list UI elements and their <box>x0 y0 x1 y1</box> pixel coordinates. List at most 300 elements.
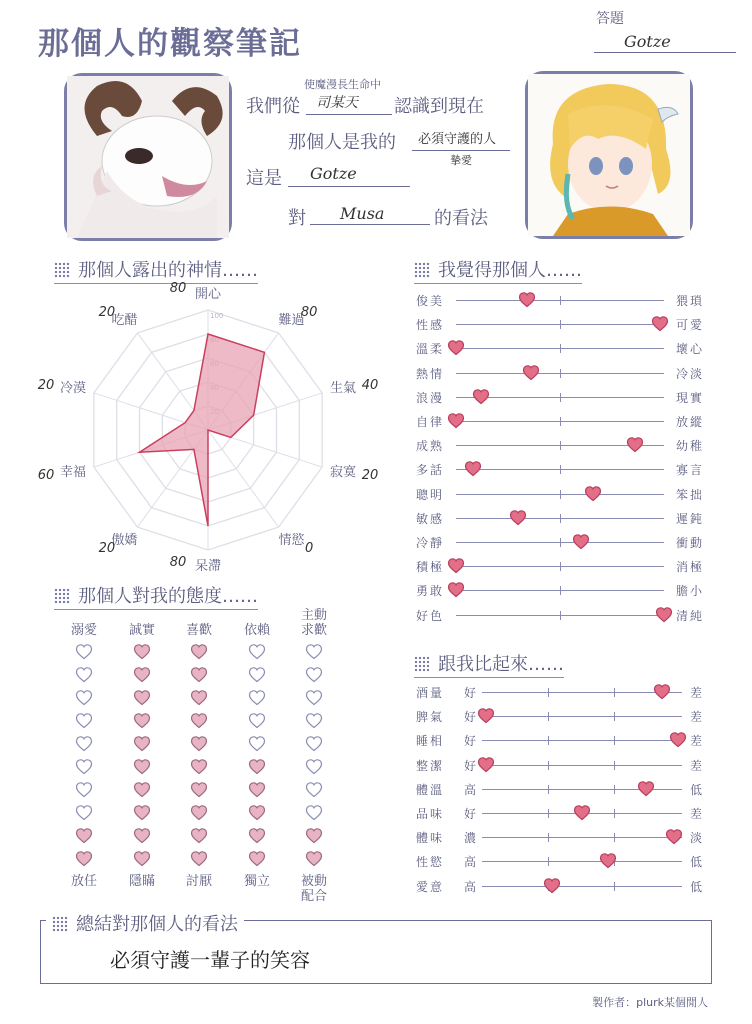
heart-icon <box>306 667 322 683</box>
heart-icon <box>478 708 494 724</box>
attitude-heart[interactable] <box>306 644 322 660</box>
compare-tick <box>548 712 549 721</box>
attitude-heart[interactable] <box>191 759 207 775</box>
trait-row[interactable] <box>414 288 704 312</box>
left-portrait <box>64 73 232 241</box>
compare-row[interactable] <box>414 728 704 752</box>
compare-marker[interactable] <box>478 757 494 773</box>
heart-icon <box>638 781 654 797</box>
attitude-heart[interactable] <box>191 736 207 752</box>
trait-marker[interactable] <box>573 534 589 550</box>
trait-midpoint-tick <box>560 514 561 523</box>
compare-marker[interactable] <box>670 732 686 748</box>
trait-marker[interactable] <box>652 316 668 332</box>
trait-row[interactable] <box>414 506 704 530</box>
compare-track[interactable] <box>482 861 682 862</box>
trait-row[interactable] <box>414 482 704 506</box>
radar-axis-label: 幸福 <box>59 465 86 481</box>
trait-row[interactable] <box>414 312 704 336</box>
heart-icon <box>76 782 92 798</box>
radar-score-label: 20 <box>98 304 116 320</box>
trait-left-label: 性感 <box>416 318 445 333</box>
dots-icon <box>54 588 70 604</box>
heart-icon <box>448 558 464 574</box>
compare-marker[interactable] <box>666 829 682 845</box>
trait-marker[interactable] <box>465 461 481 477</box>
trait-marker[interactable] <box>523 365 539 381</box>
attitude-heart[interactable] <box>191 851 207 867</box>
heart-icon <box>191 713 207 729</box>
heart-icon <box>76 713 92 729</box>
trait-right-label: 消極 <box>675 560 704 575</box>
attitude-heart[interactable] <box>249 759 265 775</box>
intro-line1-suffix: 認識到現在 <box>394 96 484 117</box>
compare-row[interactable] <box>414 849 704 873</box>
radar-score-label: 0 <box>304 541 314 557</box>
attitude-heart[interactable] <box>191 690 207 706</box>
heart-icon <box>306 759 322 775</box>
trait-marker[interactable] <box>448 413 464 429</box>
attitude-bottom-label: 放任 <box>70 874 97 889</box>
heart-icon <box>134 713 150 729</box>
trait-track[interactable] <box>456 469 664 470</box>
heart-icon <box>670 732 686 748</box>
trait-track[interactable] <box>456 590 664 591</box>
trait-left-label: 熱情 <box>416 366 445 381</box>
compare-label: 整潔 <box>416 758 445 773</box>
compare-right-label: 差 <box>689 734 702 749</box>
compare-tick <box>614 809 615 818</box>
trait-left-label: 勇敢 <box>416 584 445 599</box>
trait-track[interactable] <box>456 518 664 519</box>
trait-track[interactable] <box>456 324 664 325</box>
trait-track[interactable] <box>456 397 664 398</box>
attitude-heart[interactable] <box>76 805 92 821</box>
trait-left-label: 成熟 <box>416 439 445 454</box>
trait-row[interactable] <box>414 554 704 578</box>
heart-icon <box>134 782 150 798</box>
trait-right-label: 清純 <box>675 608 704 623</box>
attitude-heart[interactable] <box>191 667 207 683</box>
attitude-heart[interactable] <box>76 736 92 752</box>
heart-icon <box>306 828 322 844</box>
trait-right-label: 放縱 <box>675 415 704 429</box>
heart-icon <box>306 690 322 706</box>
heart-icon <box>249 644 265 660</box>
heart-icon <box>523 365 539 381</box>
attitude-heart[interactable] <box>306 667 322 683</box>
trait-marker[interactable] <box>473 389 489 405</box>
heart-icon <box>76 759 92 775</box>
trait-right-label: 笨拙 <box>675 487 704 502</box>
radar-score-label: 80 <box>300 304 318 320</box>
heart-icon <box>654 684 670 700</box>
trait-left-label: 俊美 <box>416 294 445 308</box>
heart-icon <box>249 828 265 844</box>
attitude-heart[interactable] <box>191 828 207 844</box>
attitude-heart[interactable] <box>249 644 265 660</box>
heart-icon <box>191 690 207 706</box>
compare-label: 性慾 <box>416 855 445 870</box>
attitude-top-label: 誠實 <box>128 623 155 638</box>
intro-line2-value: 必須守護的人 <box>418 132 497 147</box>
attitude-heart[interactable] <box>249 690 265 706</box>
credit-text: 製作者：plurk某個閒人 <box>592 996 708 1009</box>
attitude-heart[interactable] <box>249 851 265 867</box>
heart-icon <box>585 486 601 502</box>
attitude-top-label: 依賴 <box>243 623 270 638</box>
trait-midpoint-tick <box>560 417 561 426</box>
compare-left-label: 好 <box>464 710 477 725</box>
ram-skull-image <box>67 76 229 238</box>
trait-left-label: 溫柔 <box>416 342 445 357</box>
trait-track[interactable] <box>456 445 664 446</box>
attitude-top-label: 喜歡 <box>185 623 212 638</box>
heart-icon <box>666 829 682 845</box>
compare-heading-text: 跟我比起來…… <box>438 654 564 675</box>
compare-row[interactable] <box>414 874 704 898</box>
radar-score-label: 20 <box>98 541 116 557</box>
attitude-heart[interactable] <box>76 644 92 660</box>
intro-line3-value: Gotze <box>310 164 357 183</box>
attitude-heart[interactable] <box>134 828 150 844</box>
attitude-column <box>294 608 334 904</box>
compare-right-label: 低 <box>689 879 702 894</box>
trait-row[interactable] <box>414 336 704 360</box>
trait-midpoint-tick <box>560 369 561 378</box>
attitude-heart[interactable] <box>306 713 322 729</box>
trait-track[interactable] <box>456 566 664 567</box>
attitude-heart[interactable] <box>134 805 150 821</box>
trait-midpoint-tick <box>560 490 561 499</box>
compare-right-label: 差 <box>689 758 702 773</box>
trait-row[interactable] <box>414 578 704 602</box>
compare-row[interactable] <box>414 825 704 849</box>
trait-track[interactable] <box>456 542 664 543</box>
trait-left-label: 浪漫 <box>416 390 445 405</box>
summary-heading <box>46 910 244 936</box>
heart-icon <box>134 736 150 752</box>
intro-line1-value: 司某天 <box>316 95 358 111</box>
attitude-heart[interactable] <box>191 644 207 660</box>
attitude-top-label: 主動 求歡 <box>300 608 327 638</box>
compare-row[interactable] <box>414 753 704 777</box>
attitude-heart[interactable] <box>249 667 265 683</box>
radar-axis-label: 開心 <box>194 287 222 302</box>
radar-score-label: 60 <box>37 468 55 484</box>
attitude-heart[interactable] <box>76 713 92 729</box>
heart-icon <box>191 805 207 821</box>
trait-track[interactable] <box>456 300 664 301</box>
trait-marker[interactable] <box>519 292 535 308</box>
attitude-heart[interactable] <box>306 851 322 867</box>
compare-tick <box>548 761 549 770</box>
trait-right-label: 現實 <box>675 390 704 405</box>
attitude-heart[interactable] <box>306 690 322 706</box>
trait-right-label: 遲鈍 <box>675 511 704 526</box>
summary-heading-text: 總結對那個人的看法 <box>76 914 238 935</box>
trait-track[interactable] <box>456 421 664 422</box>
intro-line4-field[interactable] <box>310 200 430 225</box>
heart-icon <box>249 736 265 752</box>
attitude-heart[interactable] <box>134 713 150 729</box>
heart-icon <box>249 690 265 706</box>
trait-track[interactable] <box>456 348 664 349</box>
attitude-heart[interactable] <box>191 782 207 798</box>
intro-line2-prefix: 那個人是我的 <box>288 132 396 153</box>
dots-icon <box>52 916 68 932</box>
trait-row[interactable] <box>414 457 704 481</box>
compare-tick <box>548 857 549 866</box>
heart-icon <box>652 316 668 332</box>
attitude-heart[interactable] <box>306 736 322 752</box>
compare-right-label: 差 <box>689 807 702 821</box>
radar-scale-label: 100 <box>210 312 224 320</box>
compare-left-label: 好 <box>464 758 477 773</box>
radar-axis-label: 吃醋 <box>111 312 138 328</box>
attitude-heart[interactable] <box>134 759 150 775</box>
heart-icon <box>656 607 672 623</box>
trait-marker[interactable] <box>448 582 464 598</box>
compare-left-label: 高 <box>464 879 477 894</box>
trait-marker[interactable] <box>448 558 464 574</box>
intro-note-1: 使魔漫長生命中 <box>304 78 381 91</box>
compare-track[interactable] <box>482 692 682 693</box>
compare-label: 睡相 <box>416 734 445 749</box>
answerer-name: Gotze <box>624 32 671 51</box>
compare-tick <box>614 688 615 697</box>
page-title: 那個人的觀察筆記 <box>38 26 302 62</box>
trait-track[interactable] <box>456 373 664 374</box>
compare-left-label: 好 <box>464 686 477 700</box>
trait-right-label: 猥瑣 <box>675 294 704 308</box>
trait-row[interactable] <box>414 530 704 554</box>
compare-tick <box>614 761 615 770</box>
compare-right-label: 低 <box>689 782 702 797</box>
radar-score-label: 80 <box>169 555 187 570</box>
attitude-heart[interactable] <box>134 690 150 706</box>
compare-marker[interactable] <box>478 708 494 724</box>
attitude-heart[interactable] <box>134 667 150 683</box>
attitude-bottom-label: 隱瞞 <box>128 874 155 889</box>
compare-track[interactable] <box>482 837 682 838</box>
heart-icon <box>76 736 92 752</box>
dots-icon <box>414 656 430 672</box>
compare-track[interactable] <box>482 789 682 790</box>
heart-icon <box>191 644 207 660</box>
compare-tick <box>548 736 549 745</box>
attitude-heart[interactable] <box>306 782 322 798</box>
trait-marker[interactable] <box>627 437 643 453</box>
heart-icon <box>600 853 616 869</box>
radar-axis-label: 冷漠 <box>59 380 86 396</box>
compare-row[interactable] <box>414 777 704 801</box>
dots-icon <box>414 262 430 278</box>
attitude-heart[interactable] <box>76 667 92 683</box>
compare-track[interactable] <box>482 886 682 887</box>
trait-track[interactable] <box>456 494 664 495</box>
compare-marker[interactable] <box>654 684 670 700</box>
attitude-heart[interactable] <box>249 736 265 752</box>
radar-heading-text: 那個人露出的神情…… <box>78 260 258 281</box>
attitude-column <box>122 608 162 889</box>
heart-icon <box>473 389 489 405</box>
heart-icon <box>573 534 589 550</box>
intro-line3-prefix: 這是 <box>246 168 282 189</box>
compare-row[interactable] <box>414 801 704 825</box>
attitude-heart[interactable] <box>249 713 265 729</box>
heart-icon <box>306 736 322 752</box>
trait-midpoint-tick <box>560 611 561 620</box>
trait-midpoint-tick <box>560 344 561 353</box>
trait-marker[interactable] <box>656 607 672 623</box>
intro-line3-field[interactable] <box>288 162 410 187</box>
trait-row[interactable] <box>414 361 704 385</box>
compare-marker[interactable] <box>638 781 654 797</box>
attitude-heart[interactable] <box>76 759 92 775</box>
compare-row[interactable] <box>414 704 704 728</box>
trait-marker[interactable] <box>448 340 464 356</box>
attitude-heart[interactable] <box>249 828 265 844</box>
attitude-heart[interactable] <box>76 782 92 798</box>
attitude-heart[interactable] <box>134 644 150 660</box>
heart-icon <box>191 851 207 867</box>
heart-icon <box>465 461 481 477</box>
attitude-bottom-label: 獨立 <box>243 874 270 889</box>
heart-icon <box>478 757 494 773</box>
trait-row[interactable] <box>414 409 704 433</box>
heart-icon <box>249 759 265 775</box>
radar-axis-label: 傲嬌 <box>111 533 138 549</box>
attitude-heart[interactable] <box>191 713 207 729</box>
trait-left-label: 積極 <box>416 560 445 575</box>
trait-right-label: 膽小 <box>675 584 704 599</box>
attitude-heart[interactable] <box>306 759 322 775</box>
compare-track[interactable] <box>482 716 682 717</box>
compare-left-label: 好 <box>464 734 477 749</box>
trait-row[interactable] <box>414 603 704 627</box>
heart-icon <box>76 644 92 660</box>
intro-line1-field[interactable] <box>306 92 392 115</box>
compare-track[interactable] <box>482 765 682 766</box>
compare-right-label: 差 <box>689 686 702 700</box>
radar-score-label: 40 <box>361 377 379 393</box>
attitude-heart[interactable] <box>191 805 207 821</box>
heart-icon <box>191 736 207 752</box>
compare-right-label: 差 <box>689 710 702 725</box>
attitude-heart[interactable] <box>134 736 150 752</box>
trait-midpoint-tick <box>560 465 561 474</box>
traits-heading-text: 我覺得那個人…… <box>438 260 582 281</box>
trait-midpoint-tick <box>560 320 561 329</box>
answerer-field[interactable] <box>594 30 736 53</box>
attitude-bottom-label: 討厭 <box>185 874 212 889</box>
heart-icon <box>134 667 150 683</box>
heart-icon <box>249 851 265 867</box>
attitude-heart[interactable] <box>249 782 265 798</box>
trait-row[interactable] <box>414 433 704 457</box>
compare-track[interactable] <box>482 740 682 741</box>
intro-line2-field[interactable] <box>412 126 510 151</box>
radar-score-label: 20 <box>361 468 379 484</box>
heart-icon <box>249 713 265 729</box>
heart-icon <box>249 782 265 798</box>
radar-axis-label: 情慾 <box>278 533 305 549</box>
trait-right-label: 壞心 <box>675 342 704 357</box>
compare-row[interactable] <box>414 680 704 704</box>
trait-midpoint-tick <box>560 393 561 402</box>
compare-tick <box>548 809 549 818</box>
attitude-heart[interactable] <box>249 805 265 821</box>
compare-track[interactable] <box>482 813 682 814</box>
attitude-heart[interactable] <box>76 828 92 844</box>
trait-midpoint-tick <box>560 562 561 571</box>
compare-tick <box>614 712 615 721</box>
heart-icon <box>544 878 560 894</box>
heart-icon <box>76 828 92 844</box>
trait-marker[interactable] <box>510 510 526 526</box>
traits-heading <box>414 256 582 284</box>
heart-icon <box>306 805 322 821</box>
heart-icon <box>191 828 207 844</box>
compare-heading <box>414 650 564 678</box>
emotion-radar-chart <box>37 280 380 574</box>
heart-icon <box>191 782 207 798</box>
trait-row[interactable] <box>414 385 704 409</box>
attitude-heart[interactable] <box>306 805 322 821</box>
trait-left-label: 冷靜 <box>416 536 445 550</box>
attitude-heart[interactable] <box>134 782 150 798</box>
compare-marker[interactable] <box>600 853 616 869</box>
compare-tick <box>614 882 615 891</box>
intro-line4-prefix: 對 <box>288 208 306 229</box>
dots-icon <box>54 262 70 278</box>
compare-tick <box>548 833 549 842</box>
compare-right-label: 低 <box>689 855 702 870</box>
trait-track[interactable] <box>456 615 664 616</box>
attitude-heart[interactable] <box>76 690 92 706</box>
compare-left-label: 高 <box>464 855 477 870</box>
heart-icon <box>134 828 150 844</box>
trait-midpoint-tick <box>560 296 561 305</box>
attitude-bottom-label: 被動 配合 <box>300 874 327 904</box>
attitude-heart[interactable] <box>76 851 92 867</box>
attitude-column <box>64 608 104 889</box>
compare-label: 體溫 <box>416 782 445 797</box>
attitude-heading <box>54 582 258 610</box>
compare-left-label: 濃 <box>464 831 477 846</box>
compare-marker[interactable] <box>544 878 560 894</box>
radar-spoke <box>208 430 279 527</box>
trait-left-label: 自律 <box>416 415 445 429</box>
trait-midpoint-tick <box>560 538 561 547</box>
radar-axis-label: 生氣 <box>330 380 357 396</box>
heart-icon <box>627 437 643 453</box>
heart-icon <box>76 667 92 683</box>
intro-line4-suffix: 的看法 <box>434 208 488 229</box>
heart-icon <box>448 340 464 356</box>
attitude-heart[interactable] <box>306 828 322 844</box>
compare-label: 體味 <box>416 831 445 846</box>
compare-label: 愛意 <box>416 879 445 894</box>
heart-icon <box>76 690 92 706</box>
trait-marker[interactable] <box>585 486 601 502</box>
trait-right-label: 寡言 <box>675 463 704 478</box>
heart-icon <box>306 644 322 660</box>
heart-icon <box>306 851 322 867</box>
compare-marker[interactable] <box>574 805 590 821</box>
attitude-heart[interactable] <box>134 851 150 867</box>
